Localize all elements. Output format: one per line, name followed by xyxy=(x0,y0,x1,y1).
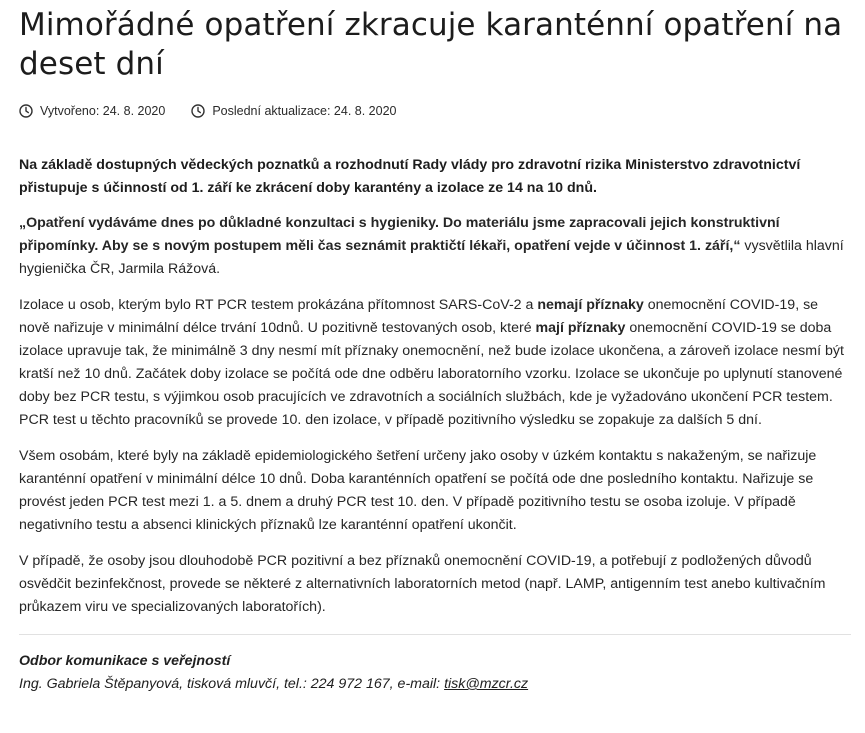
created-date xyxy=(19,104,165,118)
created-label: Vytvořeno: 24. 8. 2020 xyxy=(40,104,166,118)
isolation-text-a: Izolace u osob, kterým bylo RT PCR testem prokázána přítomnost SARS-CoV-2 a xyxy=(19,297,538,313)
article xyxy=(0,6,865,696)
clock-icon xyxy=(191,104,205,118)
quarantine-paragraph: Všem osobám, které byly na základě epidemiologického šetření určeny jako osoby v úzkém kontaktu s nakaženým, se nařizuje karanténní opatření v minimální délce 10 dnů. Doba karanténních opatření se počítá ode dne posledního kontaktu. Nařizuje se provést jeden PCR test mezi 1. a 5. dnem a druhý PCR test 10. den. V případě pozitivního testu se osoba izoluje. V případě negativního testu a absenci klinických příznaků lze karanténní opatření ukončit. xyxy=(19,448,817,533)
quote-attribution: vysvětlila hlavní hygienička ČR, Jarmila Rážová. xyxy=(19,238,844,277)
quote-text: „Opatření vydáváme dnes po důkladné konzultaci s hygieniky. Do materiálu jsme zapracovali jejich konstruktivní připomínky. Aby se s novým postupem měli čas seznámit praktičtí lékaři, opatření vejde v účinnost 1. září,“ xyxy=(19,215,780,254)
lead-paragraph: Na základě dostupných vědeckých poznatků a rozhodnutí Rady vlády pro zdravotní rizika Ministerstvo zdravotnictví přistupuje s účinností od 1. září ke zkrácení doby karantény a izolace ze 14 na 10 dnů. xyxy=(19,157,801,196)
isolation-text-c: onemocnění COVID-19, se nově nařizuje v minimální délce trvání 10dnů. U pozitivně testovaných osob, které xyxy=(19,297,819,336)
long-term-paragraph: V případě, že osoby jsou dlouhodobě PCR pozitivní a bez příznaků onemocnění COVID-19, a potřebují z podložených důvodů osvědčit bezinfekčnost, provede se některé z alternativních laboratorních metod (např. LAMP, antigenním test anebo kultivačním průkazem viru ve specializovaných laboratořích). xyxy=(19,553,826,615)
updated-date xyxy=(191,104,396,118)
isolation-emphasis-no-symptoms: nemají příznaky xyxy=(537,297,644,313)
contact-department xyxy=(19,650,851,673)
page-title: Mimořádné opatření zkracuje karanténní opatření na deset dní xyxy=(19,7,843,82)
article-meta xyxy=(19,104,851,118)
quote-paragraph xyxy=(19,212,851,281)
clock-icon xyxy=(19,104,33,118)
updated-label: Poslední aktualizace: 24. 8. 2020 xyxy=(212,104,397,118)
isolation-emphasis-symptoms: mají příznaky xyxy=(535,320,626,336)
isolation-paragraph xyxy=(19,294,851,432)
contact-block xyxy=(19,650,851,696)
divider xyxy=(19,634,851,635)
contact-person-text: Ing. Gabriela Štěpanyová, tisková mluvčí, tel.: 224 972 167, e-mail: xyxy=(19,676,445,692)
contact-person xyxy=(19,673,851,696)
contact-email-link[interactable]: tisk@mzcr.cz xyxy=(444,676,529,692)
contact-department-label: Odbor komunikace s veřejností xyxy=(19,653,231,669)
isolation-text-e: onemocnění COVID-19 se doba izolace upravuje tak, že minimálně 3 dny nesmí mít příznaky onemocnění, než bude izolace ukončena, a zároveň izolace nesmí být kratší než 10 dnů. Začátek doby izolace se počítá ode dne odběru laboratorního vzorku. Izolace se ukončuje po uplynutí stanovené doby bez PCR testu, s výjimkou osob pracujících ve zdravotních a sociálních službách, kde je vyžadováno ukončení PCR testem. PCR test u těchto pracovníků se provede 10. den izolace, v případě pozitivního výsledku se zopakuje za dalších 5 dní. xyxy=(19,320,844,428)
